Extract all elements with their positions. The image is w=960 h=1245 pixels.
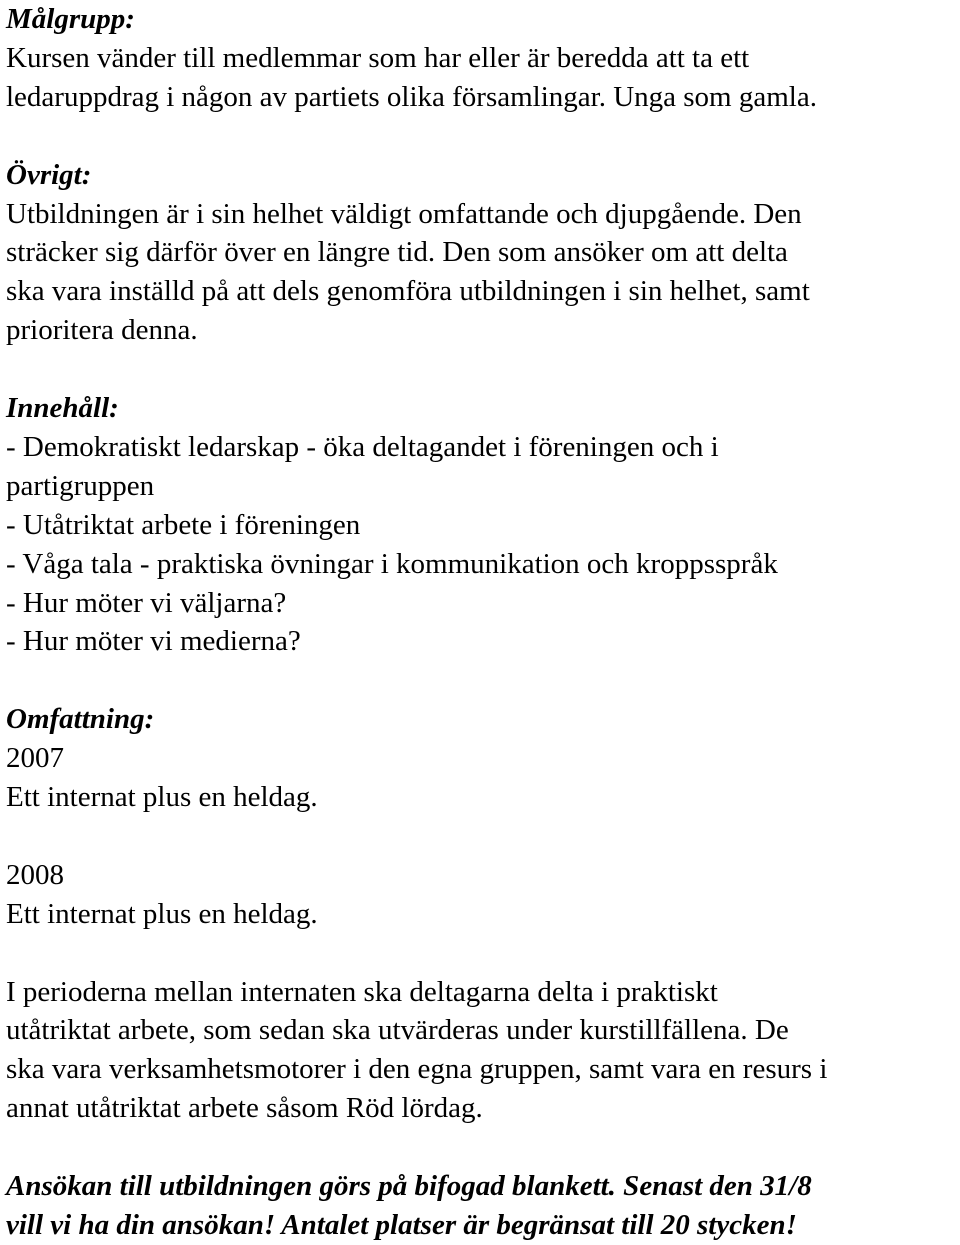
text-line: utåtriktat arbete, som sedan ska utvärderas under kurstillfällena. De	[6, 1014, 789, 1047]
text-line: I perioderna mellan internaten ska deltagarna delta i praktiskt	[6, 975, 718, 1008]
ansokan-line: vill vi ha din ansökan! Antalet platser är begränsat till 20 stycken!	[6, 1209, 797, 1241]
heading-omfattning: Omfattning:	[6, 703, 155, 736]
text-line: Kursen vänder till medlemmar som har eller är beredda att ta ett	[6, 41, 750, 74]
list-item: - Utåtriktat arbete i föreningen	[6, 508, 361, 541]
spacer	[6, 934, 956, 973]
heading-malgrupp: Målgrupp:	[6, 3, 135, 35]
heading-ovrigt: Övrigt:	[6, 158, 92, 191]
text-line: sträcker sig därför över en längre tid. Den som ansöker om att delta	[6, 236, 788, 269]
list-item: - Demokratiskt ledarskap - öka deltagandet i föreningen och i	[6, 430, 719, 463]
spacer	[6, 117, 956, 156]
text-line: ska vara verksamhetsmotorer i den egna gruppen, samt vara en resurs i	[6, 1053, 828, 1086]
year-label: 2008	[6, 858, 64, 891]
text-line: ska vara inställd på att dels genomföra utbildningen i sin helhet, samt	[6, 275, 810, 308]
spacer	[6, 817, 956, 856]
section-innehall	[6, 389, 956, 661]
section-omfattning	[6, 700, 956, 933]
list-item: - Hur möter vi medierna?	[6, 625, 301, 658]
ansokan-line: Ansökan till utbildningen görs på bifogad blankett. Senast den 31/8	[6, 1170, 812, 1203]
section-ovrigt	[6, 156, 956, 351]
section-perioder	[6, 973, 956, 1129]
list-item: partigruppen	[6, 469, 155, 502]
text-line: ledaruppdrag i någon av partiets olika församlingar. Unga som gamla.	[6, 80, 817, 113]
text-line: prioritera denna.	[6, 314, 198, 347]
list-item: - Våga tala - praktiska övningar i kommunikation och kroppsspråk	[6, 547, 778, 580]
section-malgrupp	[6, 0, 956, 117]
text-line: Utbildningen är i sin helhet väldigt omfattande och djupgående. Den	[6, 197, 802, 230]
spacer	[6, 350, 956, 389]
list-item: - Hur möter vi väljarna?	[6, 586, 287, 619]
text-line: Ett internat plus en heldag.	[6, 897, 318, 930]
section-ansokan	[6, 1167, 956, 1245]
spacer	[6, 1128, 956, 1167]
text-line: annat utåtriktat arbete såsom Röd lördag.	[6, 1092, 483, 1125]
year-label: 2007	[6, 742, 64, 775]
heading-innehall: Innehåll:	[6, 392, 119, 425]
spacer	[6, 661, 956, 700]
text-line: Ett internat plus en heldag.	[6, 781, 318, 814]
document-page	[6, 0, 956, 1245]
